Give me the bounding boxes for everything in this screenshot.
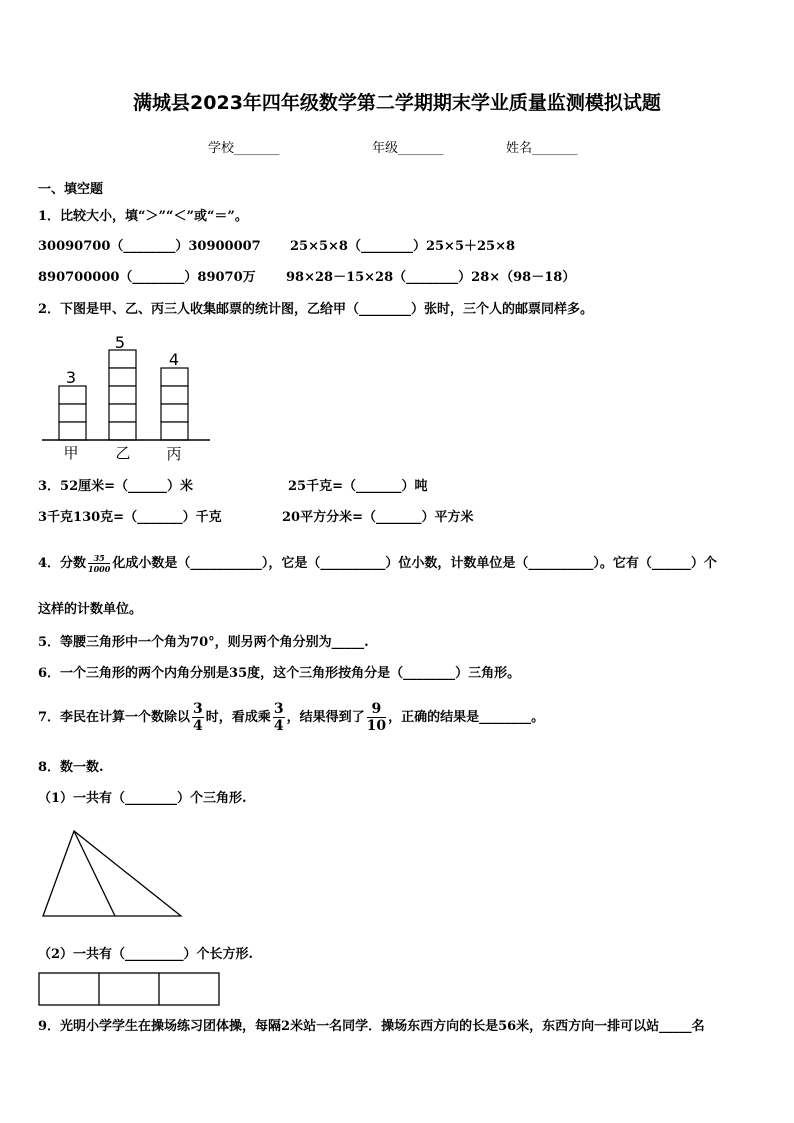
- bar-label-jia: 甲: [63, 444, 79, 462]
- bar-label-bing: 丙: [166, 445, 182, 463]
- q5: 5．等腰三角形中一个角为70°，则另两个角分别为_____.: [38, 635, 369, 650]
- q3-d: 20平方分米=（_______）平方米: [282, 510, 474, 525]
- q1-a: 30090700（________）30900007: [38, 239, 261, 254]
- q7-fraction-2: [273, 702, 285, 733]
- grade-field: 年级_______: [372, 141, 444, 156]
- q1-b: 25×5×8（________）25×5＋25×8: [290, 239, 516, 254]
- q8-part1: （1）一共有（________）个三角形.: [38, 791, 247, 806]
- q7-p1: 7．李民在计算一个数除以: [38, 710, 191, 725]
- bar-value-jia: 3: [65, 368, 77, 387]
- q4-pre: 4．分数: [38, 556, 87, 571]
- q7-f1-den: 4: [193, 718, 203, 734]
- bar-value-yi: 5: [114, 333, 126, 352]
- q4-post: 化成小数是（___________），它是（__________）位小数，计数单位是（__________）。它有（______）个: [112, 556, 717, 571]
- q3-a: 3．52厘米=（______）米: [38, 479, 194, 494]
- q1-d: 98×28－15×28（________）28×（98－18）: [286, 270, 576, 285]
- rectangle-figure: [38, 972, 222, 1008]
- stamp-bar-diagram: [40, 332, 212, 464]
- q4-fraction: [88, 554, 110, 573]
- q7-f1-num: 3: [193, 701, 203, 717]
- q7-p2: 时，看成乘: [205, 710, 271, 725]
- bar-value-bing: 4: [168, 350, 180, 369]
- q3-b: 25千克=（_______）吨: [288, 479, 428, 494]
- school-field: 学校_______: [208, 141, 280, 156]
- q7-fraction-3: [367, 702, 386, 733]
- q7-fraction-1: [192, 702, 204, 733]
- q2-stem: 2．下图是甲、乙、丙三人收集邮票的统计图，乙给甲（________）张时，三个人的邮票同样多。: [38, 302, 594, 317]
- q4-line2: 这样的计数单位。: [38, 602, 143, 617]
- q7-p3: ，结果得到了: [286, 710, 365, 725]
- q3-c: 3千克130克=（_______）千克: [38, 510, 222, 525]
- q4-line1: [38, 554, 717, 574]
- q7-f3-den: 10: [366, 718, 387, 734]
- q6: 6．一个三角形的两个内角分别是35度，这个三角形按角分是（________）三角形。: [38, 666, 521, 681]
- page-title: 满城县2023年四年级数学第二学期期末学业质量监测模拟试题: [133, 92, 661, 114]
- q1-stem: 1．比较大小，填“＞”“＜”或“＝”。: [38, 209, 248, 224]
- q7-p4: ，正确的结果是________。: [388, 710, 545, 725]
- q9: 9．光明小学学生在操场练习团体操，每隔2米站一名同学．操场东西方向的长是56米，东西方向一排可以站_____名: [38, 1019, 705, 1034]
- name-field: 姓名_______: [506, 141, 578, 156]
- q7-f2-den: 4: [273, 718, 284, 734]
- q7-f3-num: 9: [367, 702, 386, 718]
- section-heading: 一、填空题: [38, 182, 104, 197]
- q4-numerator: 35: [88, 554, 110, 564]
- triangle-figure: [40, 828, 186, 920]
- q7-f2-num: 3: [273, 701, 284, 717]
- q8-stem: 8．数一数.: [38, 760, 104, 775]
- q4-denominator: 1000: [88, 564, 111, 574]
- bar-label-yi: 乙: [115, 444, 131, 462]
- q8-part2: （2）一共有（_________）个长方形.: [38, 947, 254, 962]
- q7-line: [38, 702, 544, 733]
- q1-c: 890700000（________）89070万: [38, 270, 256, 285]
